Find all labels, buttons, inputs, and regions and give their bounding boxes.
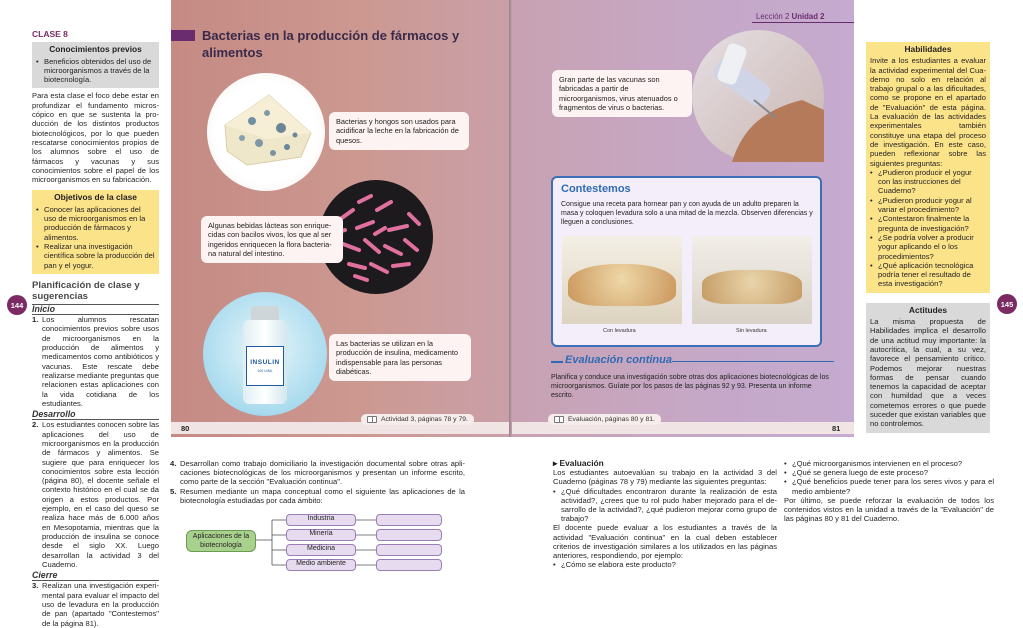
vial-body xyxy=(243,320,287,404)
list-item: • ¿Cómo se elabora este producto? xyxy=(553,560,777,569)
evaluacion-intro: Los estudiantes autoevalúan su trabajo en la actividad 3 del Cuaderno (páginas 78 y 79) mediante las siguientes preguntas: xyxy=(553,468,777,487)
objectives-box xyxy=(32,190,159,273)
desarrollo-step xyxy=(32,420,159,569)
actitudes-text: La misma propuesta de Habilidades implica el desarrollo de una actitud muy importante: la autocrítica, la cual, a su vez, favorece el pensamiento crítico. Podemos mejorar nuestras formas de pensar cuando tenemos la capacidad de aceptar con humildad que a veces cometemos errores o que puede suceder que existan variables que no controlemos. xyxy=(870,317,986,429)
inicio-heading: Inicio xyxy=(32,303,55,314)
habilidades-text: Invite a los estudiantes a evaluar la actividad experimental del Cuaderno no solo en relación al trabajo grupal o a las dificultades, como se propone en el apartado de "Evaluación" de esta página. La evaluación de las actividades experimentales también constituye una etapa del proceso de investigación. En este caso, pueden reflexionar sobre las siguientes preguntas: xyxy=(870,56,986,168)
title-accent-bar xyxy=(171,30,195,41)
inicio-step xyxy=(32,315,159,408)
evaluacion-mid: El docente puede evaluar a los estudiantes a través de la actividad "Evaluación continua" en la cual deben establecer criterios de investigación similares a los utilizados en las páginas anteriores, respondiendo, por ejemplo: xyxy=(553,523,777,561)
unit-label: Unidad 2 xyxy=(791,12,825,21)
step-text: Desarrollan como trabajo domiciliario la investigación documental sobre otras aplicaciones biotecnológicas de los microorganismos y presentan un informe escrito, como parte de la sección "Evaluación continua". xyxy=(180,459,465,487)
list-item: • ¿Pudieron producir yogur al variar el procedimiento? xyxy=(870,196,986,215)
cierre-step xyxy=(32,581,159,627)
evaluation-reference-text: Evaluación, páginas 80 y 81. xyxy=(568,416,655,423)
concept-blank xyxy=(376,544,442,556)
list-item: • Realizar una investigación científica sobre la producción del pan y el yogur. xyxy=(36,242,155,270)
actitudes-box xyxy=(866,303,990,433)
page-number-right: 145 xyxy=(997,294,1017,314)
evaluacion-continua-text: Planifica y conduce una investigación sobre otras dos aplicaciones biotecnológicas de los microorganismos. Guíate por los pasos de las páginas 92 y 93. Presenta un informe escrito. xyxy=(551,374,829,399)
insulin-photo xyxy=(203,292,327,416)
concept-blank xyxy=(376,514,442,526)
page-number-left: 144 xyxy=(7,295,27,315)
criteria-list xyxy=(784,459,994,496)
activity-reference-text: Actividad 3, páginas 78 y 79. xyxy=(381,416,468,423)
contestemos-box xyxy=(551,176,822,347)
vaccine-photo xyxy=(692,30,824,162)
prior-knowledge-box xyxy=(32,42,159,88)
closing-paragraph: Por último, se puede reforzar la evaluación de todos los contenidos vistos en la unidad a través de la "Evaluación" de las páginas 80 y 81 del Cuaderno. xyxy=(784,495,994,524)
bread-with-yeast-photo xyxy=(562,236,682,324)
vial-label xyxy=(246,346,284,386)
list-item: • ¿Pudieron producir el yogur con las instrucciones del Cuaderno? xyxy=(870,168,986,196)
right-guide-column xyxy=(866,42,990,433)
vial-label-text: INSULIN xyxy=(250,359,280,366)
list-item: • ¿Qué aplicación tecnológica podría tener el resultado de esta investigación? xyxy=(870,261,986,289)
book-icon xyxy=(554,416,564,423)
eval-accent-line xyxy=(551,361,563,363)
step-number: 1. xyxy=(32,315,39,325)
header-rule xyxy=(752,22,854,23)
evaluacion-heading xyxy=(553,459,777,468)
eval-rule xyxy=(672,361,834,362)
concept-mineria: Minería xyxy=(286,529,356,541)
list-item: • ¿Qué beneficios puede tener para los seres vivos y para el medio ambiente? xyxy=(784,477,994,495)
class-label: CLASE 8 xyxy=(32,29,68,39)
objectives-list xyxy=(36,205,155,270)
step-text: Los estudiantes conocen sobre las aplicaciones del uso de microorganismos en la producción de fármacos y alimentos. Se sugiere que para enriquecer los conocimientos sobre esta lección (página 80), el docente señale el contexto histórico en el cual se da origen a estos productos. Por ejemplo, en el caso del queso se realiza hace más de 6.000 años en Mesopotamia, mientras que la producción de insulina se conoce desde el siglo XX. Luego desarrollan la actividad 3 del Cuaderno. xyxy=(42,420,159,569)
list-item: • ¿Qué dificultades encontraron durante la realización de esta actividad?, ¿crees que tu rol pudo haber mejorado para el desarrollo de la actividad?, ¿qué pudieron mejorar como grupo de trabajo? xyxy=(553,487,777,524)
concept-map xyxy=(186,512,446,574)
step-text: Resumen mediante un mapa conceptual como el siguiente las aplicaciones de la biotecnología estudiadas por cada ámbito: xyxy=(180,486,465,505)
step-number: 2. xyxy=(32,420,39,430)
list-item: • ¿Se podría volver a producir yogur aplicando el o los procedimientos? xyxy=(870,233,986,261)
contestemos-title: Contestemos xyxy=(561,183,631,195)
habilidades-title: Habilidades xyxy=(904,44,952,54)
bottom-right-column xyxy=(784,459,994,523)
activity-reference xyxy=(361,414,474,425)
bread-icon xyxy=(702,270,802,304)
bread-icon xyxy=(568,264,676,306)
evaluation-reference xyxy=(548,414,661,425)
concept-map-root: Aplicaciones de la biotecnología xyxy=(186,530,256,552)
concept-blank xyxy=(376,529,442,541)
book-page-number-81: 81 xyxy=(832,424,841,433)
planning-title: Planificación de clase y sugerencias xyxy=(32,279,140,302)
step-number: 5. xyxy=(170,486,177,496)
prior-knowledge-title: Conocimientos previos xyxy=(49,44,142,55)
cheese-photo xyxy=(207,73,325,191)
bottom-middle-column xyxy=(553,459,777,569)
evaluacion-continua-title: Evaluación continua xyxy=(565,354,672,366)
prior-knowledge-list xyxy=(36,57,155,85)
syringe-icon xyxy=(692,30,824,162)
list-item: • ¿Contestaron finalmente la pregunta de investigación? xyxy=(870,214,986,233)
contestemos-text: Consigue una receta para hornear pan y con ayuda de un adulto preparen la masa y coloquen levadura solo a una mitad de la mezcla. Observen diferencias y lleguen a conclusiones. xyxy=(561,201,813,226)
book-icon xyxy=(367,416,377,423)
concept-blank xyxy=(376,559,442,571)
cheese-icon xyxy=(207,73,325,191)
book-page-number-80: 80 xyxy=(181,424,190,433)
speech-bubble-bacteria: Algunas bebidas lácteas son enriquecidas con bacilos vivos, los que al ser ingeridos enriquecen la flora bacteriana natural del intestino. xyxy=(201,216,343,263)
desarrollo-heading: Desarrollo xyxy=(32,409,76,420)
cierre-heading: Cierre xyxy=(32,570,58,581)
objectives-title: Objetivos de la clase xyxy=(54,192,137,203)
step-text: Realizan una investigación experimental para evaluar el impacto del uso de levadura en la producción de pan (apartado "Contestemos" de la página 81). xyxy=(42,581,159,628)
bread-without-yeast-photo xyxy=(692,236,812,324)
actitudes-title: Actitudes xyxy=(908,304,948,315)
step-text: Los alumnos rescatan conocimientos previos sobre usos de microorganismos en la producción de alimentos y medicamentos como antibióticos y vacunas. Este rescate debe realizarse mediante preguntas que relacionen estas aplicaciones con la vida cotidiana de los estudiantes. xyxy=(42,315,159,408)
evaluacion-questions xyxy=(553,487,777,524)
step-4 xyxy=(170,459,465,487)
prior-knowledge-paragraph: Para esta clase el foco debe estar en profundizar el fundamento microscópico en que se sustenta la producción de los distintos productos biotecnológicos, por lo que pueden rescatarse conocimientos propios de los alumnos sobre el uso de fármacos y vacunas y sus conocimientos sobre el papel de los microorganismos en su fabricación. xyxy=(32,91,159,185)
step-number: 3. xyxy=(32,581,39,591)
speech-bubble-insulin: Las bacterias se utilizan en la producción de insulina, medicamento indispensable para las personas diabéticas. xyxy=(329,334,471,381)
step-5 xyxy=(170,487,465,505)
caption-with-yeast: Con levadura xyxy=(603,328,636,334)
concept-medio-ambiente: Medio ambiente xyxy=(286,559,356,571)
bottom-left-column xyxy=(170,459,465,505)
book-page-left xyxy=(171,0,509,437)
left-guide-column xyxy=(32,30,159,628)
triangle-icon: ▸ xyxy=(553,458,558,468)
habilidades-questions xyxy=(870,168,986,289)
habilidades-box xyxy=(866,42,990,293)
vial-label-subtext: 100 U/ML xyxy=(257,369,273,373)
book-page-right xyxy=(512,0,854,437)
list-item: • Conocer las aplicaciones del uso de microorganismos en la producción de fármacos y alimentos. xyxy=(36,205,155,242)
speech-bubble-vaccine: Gran parte de las vacunas son fabricadas a partir de microorganismos, virus atenuados o fragmentos de virus o bacterias. xyxy=(552,70,692,117)
concept-industria: Industria xyxy=(286,514,356,526)
evaluacion-title: Evaluación xyxy=(559,458,604,468)
speech-bubble-cheese: Bacterias y hongos son usados para acidificar la leche en la fabricación de quesos. xyxy=(329,112,469,150)
list-item: • ¿Qué microorganismos intervienen en el proceso? xyxy=(784,459,994,468)
list-item: • Beneficios obtenidos del uso de microorganismos a través de la biotecnología. xyxy=(36,57,155,85)
evaluacion-questions-2 xyxy=(553,560,777,569)
concept-medicina: Medicina xyxy=(286,544,356,556)
list-item: • ¿Qué se genera luego de este proceso? xyxy=(784,468,994,477)
caption-without-yeast: Sin levadura xyxy=(736,328,767,334)
page-title: Bacterias en la producción de fármacos y alimentos xyxy=(202,28,460,60)
step-number: 4. xyxy=(170,459,177,468)
lesson-label: Lección 2 xyxy=(756,12,790,21)
lesson-header xyxy=(756,12,825,21)
